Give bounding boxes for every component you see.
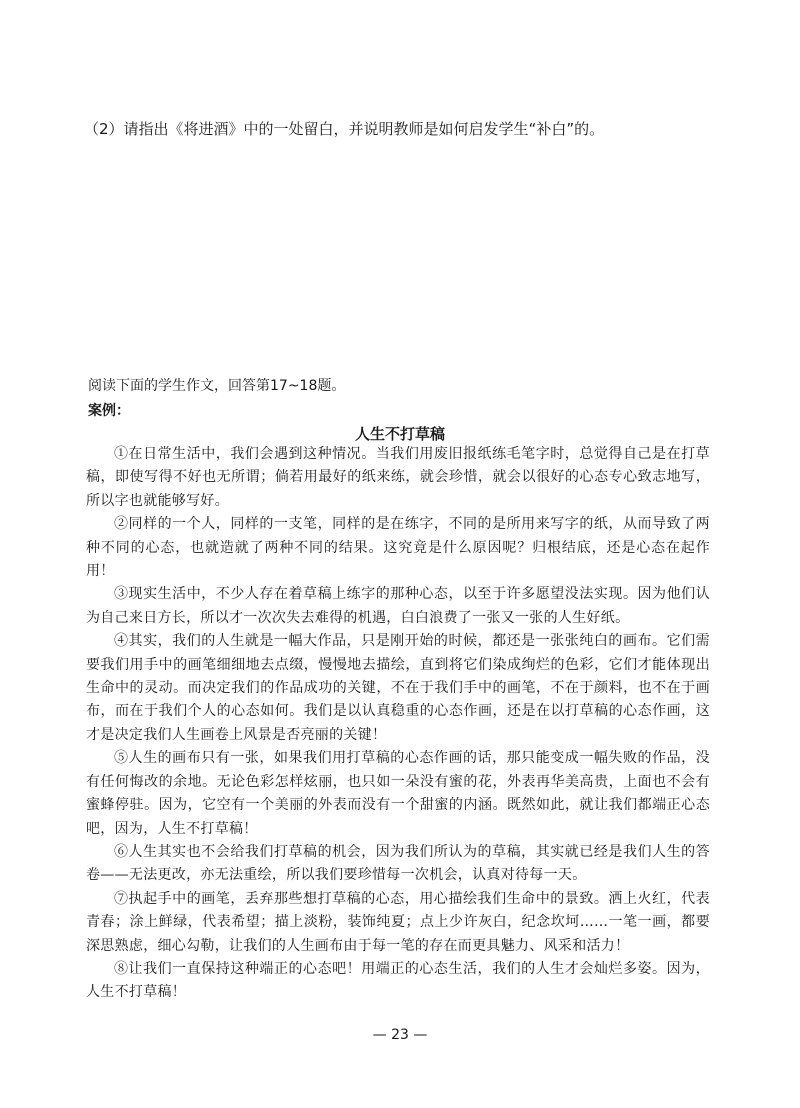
essay-paragraph-6: ⑥人生其实也不会给我们打草稿的机会，因为我们所认为的草稿，其实就已经是我们人生的答卷——无法更改，亦无法重绘，所以我们要珍惜每一次机会，认真对待每一天。 [86, 843, 710, 884]
essay-paragraph-8: ⑧让我们一直保持这种端正的心态吧！用端正的心态生活，我们的人生才会灿烂多姿。因为，人生不打草稿！ [86, 960, 710, 1001]
essay-body [86, 443, 710, 1005]
page-number: — 23 — [372, 1027, 428, 1043]
case-label: 案例： [88, 403, 130, 419]
question-text: （2）请指出《将进酒》中的一处留白，并说明教师是如何启发学生“补白”的。 [84, 120, 605, 138]
essay-paragraph-5: ⑤人生的画布只有一张，如果我们用打草稿的心态作画的话，那只能变成一幅失败的作品，没有任何悔改的余地。无论色彩怎样炫丽，也只如一朵没有蜜的花，外表再华美高贵，上面也不会有蜜蜂停驻。因为，它空有一个美丽的外表而没有一个甜蜜的内涵。既然如此，就让我们都端正心态吧，因为，人生不打草稿！ [86, 750, 710, 837]
essay-paragraph-1: ①在日常生活中，我们会遇到这种情况。当我们用废旧报纸练毛笔字时，总觉得自己是在打草稿，即使写得不好也无所谓；倘若用最好的纸来练，就会珍惜，就会以很好的心态专心致志地写，所以字也就能够写好。 [86, 446, 710, 509]
essay-paragraph-7: ⑦执起手中的画笔，丢弃那些想打草稿的心态，用心描绘我们生命中的景致。洒上火红，代表青春；涂上鲜绿，代表希望；描上淡粉，装饰纯夏；点上少许灰白，纪念坎坷……一笔一画，都要深思熟虑，细心勾勒，让我们的人生画布由于每一笔的存在而更具魅力、风采和活力！ [86, 890, 710, 954]
reading-intro: 阅读下面的学生作文，回答第17~18题。 [88, 378, 346, 394]
essay-paragraph-3: ③现实生活中，不少人存在着草稿上练字的那种心态，以至于许多愿望没法实现。因为他们认为自己来日方长，所以才一次次失去难得的机遇，白白浪费了一张又一张的人生好纸。 [86, 586, 710, 626]
essay-title: 人生不打草稿 [354, 425, 445, 443]
essay-paragraph-2: ②同样的一个人，同样的一支笔，同样的是在练字，不同的是所用来写字的纸，从而导致了两种不同的心态，也就造就了两种不同的结果。这究竟是什么原因呢？归根结底，还是心态在起作用！ [86, 516, 710, 580]
essay-paragraph-4: ④其实，我们的人生就是一幅大作品，只是刚开始的时候，都还是一张张纯白的画布。它们需要我们用手中的画笔细细地去点缀，慢慢地去描绘，直到将它们染成绚烂的色彩，它们才能体现出生命中的灵动。而决定我们的作品成功的关键，不在于我们手中的画笔，不在于颜料，也不在于画布，而在于我们个人的心态如何。我们是以认真稳重的心态作画，还是在以打草稿的心态作画，这才是决定我们人生画卷上风景是否亮丽的关键！ [86, 633, 710, 743]
